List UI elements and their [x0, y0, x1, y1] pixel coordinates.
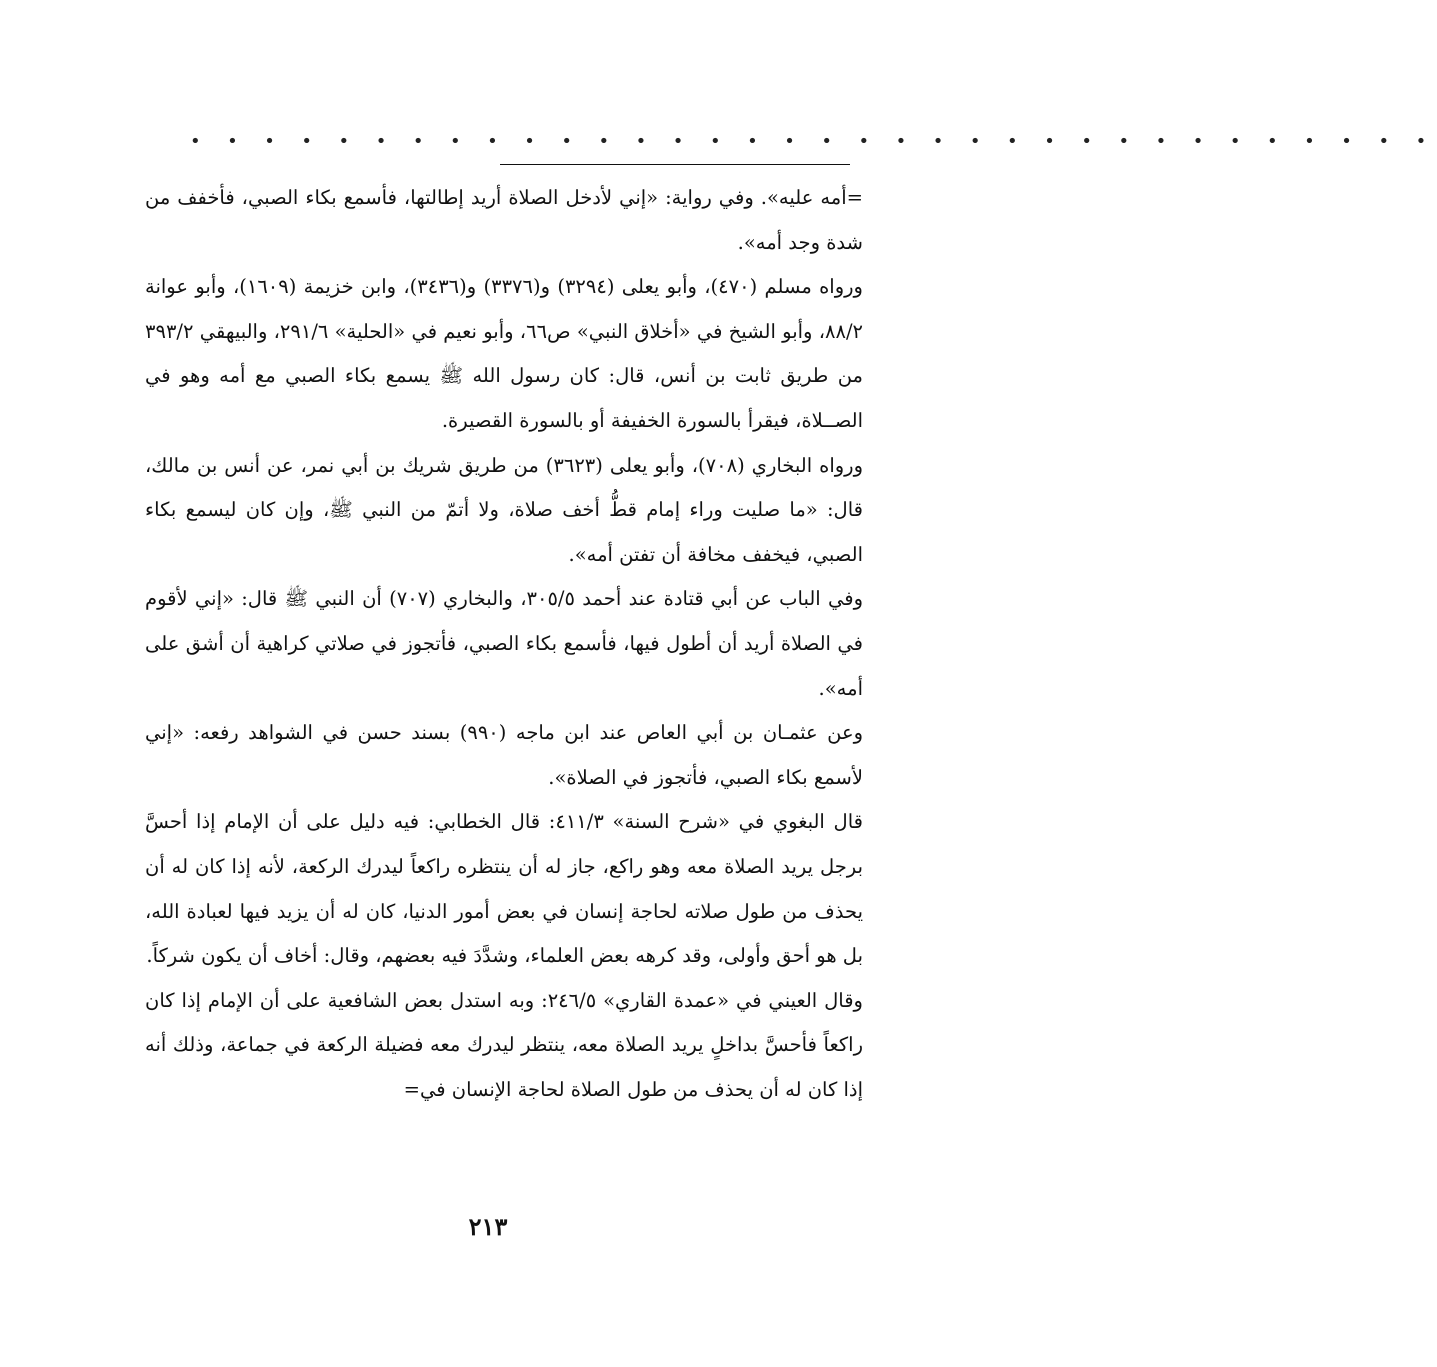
paragraph: وعن عثمـان بن أبي العاص عند ابن ماجه (٩٩٠) بسند حسن في الشواهد رفعه: «إني لأسمع بكاء الصبي، فأتجوز في الصلاة». — [145, 721, 863, 789]
paragraph: وفي الباب عن أبي قتادة عند أحمد ٣٠٥/٥، والبخاري (٧٠٧) أن النبي ﷺ قال: «إني لأقوم في الصلاة أريد أن أطول فيها، فأسمع بكاء الصبي، فأتجوز في صلاتي كراهية أن أشق على أمه». — [145, 587, 863, 700]
separator-dots: • • • • • • • • • • • • • • • • • • • • • • • • • • • • • • • • • • — [190, 131, 1437, 152]
footnote-rule — [500, 164, 850, 165]
paragraph: وقال العيني في «عمدة القاري» ٢٤٦/٥: وبه استدل بعض الشافعية على أن الإمام إذا كان راكعاً فأحسَّ بداخلٍ يريد الصلاة معه، ينتظر ليدرك معه فضيلة الركعة في جماعة، وذلك أنه إذا كان له أن يحذف من طول الصلاة لحاجة الإنسان في= — [145, 988, 863, 1101]
page-number: ٢١٣ — [468, 1212, 508, 1241]
paragraph: ورواه مسلم (٤٧٠)، وأبو يعلى (٣٢٩٤) و(٣٣٧٦) و(٣٤٣٦)، وابن خزيمة (١٦٠٩)، وأبو عوانة ٨٨/٢، وأبو الشيخ في «أخلاق النبي» ص٦٦، وأبو نعيم في «الحلية» ٢٩١/٦، والبيهقي ٣٩٣/٢ من طريق ثابت بن أنس، قال: كان رسول الله ﷺ يسمع بكاء الصبي مع أمه وهو في الصــلاة، فيقرأ بالسورة الخفيفة أو بالسورة القصيرة. — [145, 275, 863, 432]
footnote-body — [145, 176, 863, 1112]
paragraph: ورواه البخاري (٧٠٨)، وأبو يعلى (٣٦٢٣) من طريق شريك بن أبي نمر، عن أنس بن مالك، قال: «ما صليت وراء إمام قطُّ أخف صلاة، ولا أتمّ من النبي ﷺ، وإن كان ليسمع بكاء الصبي، فيخفف مخافة أن تفتن أمه». — [145, 453, 864, 566]
paragraph: قال البغوي في «شرح السنة» ٤١١/٣: قال الخطابي: فيه دليل على أن الإمام إذا أحسَّ برجل يريد الصلاة معه وهو راكع، جاز له أن ينتظره راكعاً ليدرك الركعة، لأنه إذا كان له أن يحذف من طول صلاته لحاجة إنسان في بعض أمور الدنيا، كان له أن يزيد فيها لعبادة الله، بل هو أحق وأولى، وقد كرهه بعض العلماء، وشدَّدَ فيه بعضهم، وقال: أخاف أن يكون شركاً. — [145, 810, 863, 968]
paragraph: =أمه عليه». وفي رواية: «إني لأدخل الصلاة أريد إطالتها، فأسمع بكاء الصبي، فأخفف من شدة وجد أمه». — [145, 186, 863, 254]
